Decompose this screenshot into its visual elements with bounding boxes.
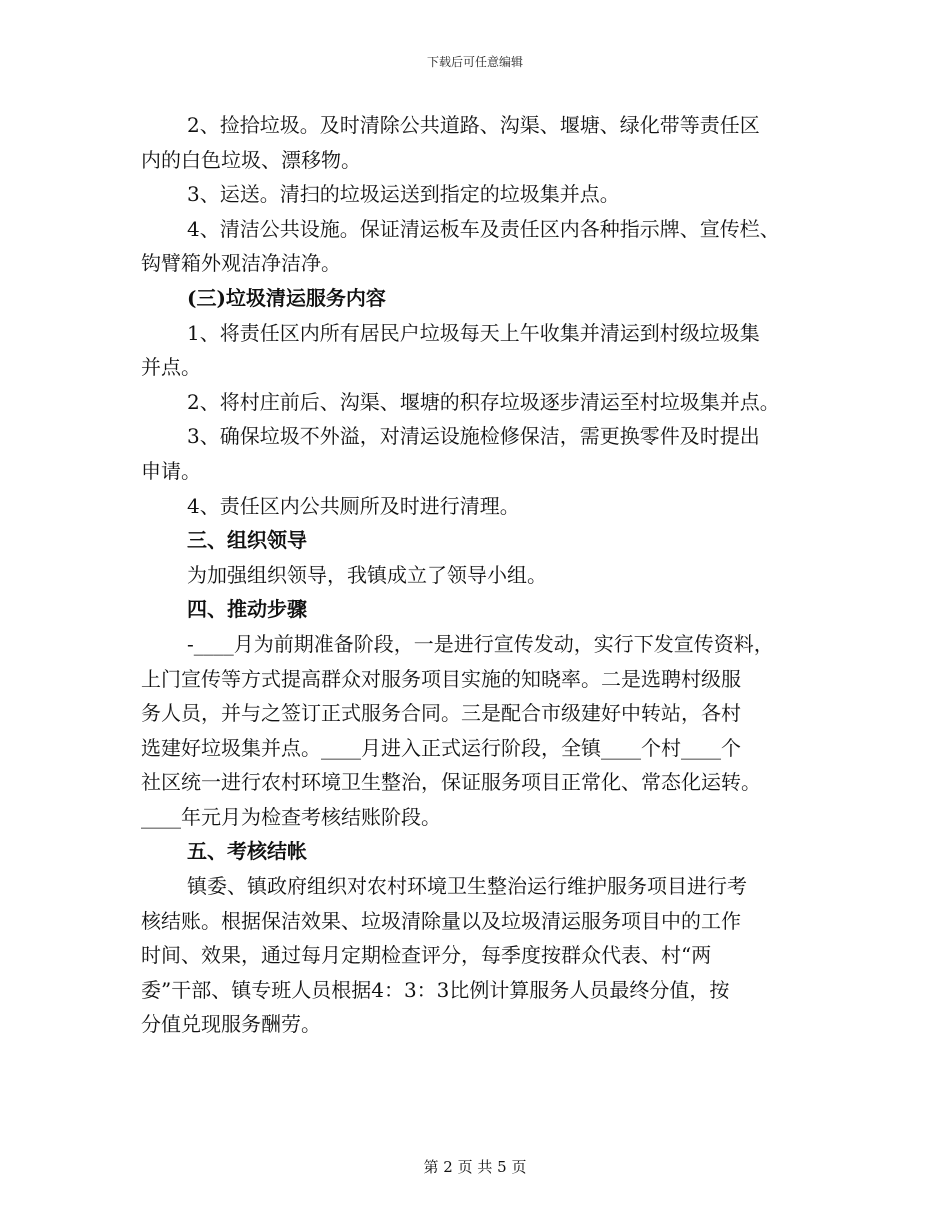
paragraph-line: 选建好垃圾集并点。____月进入正式运行阶段，全镇____个村____个 <box>141 735 741 760</box>
paragraph-line: 核结账。根据保洁效果、垃圾清除量以及垃圾清运服务项目中的工作 <box>141 908 741 933</box>
paragraph-line: 3、运送。清扫的垃圾运送到指定的垃圾集并点。 <box>187 182 620 207</box>
paragraph-line: 并点。 <box>141 355 201 380</box>
paragraph-line: 4、清洁公共设施。保证清运板车及责任区内各种指示牌、宣传栏、 <box>187 216 780 241</box>
paragraph-line: -____月为前期准备阶段，一是进行宣传发动，实行下发宣传资料， <box>187 631 774 656</box>
page-header: 下载后可任意编辑 <box>426 55 523 69</box>
paragraph-line: 委”干部、镇专班人员根据4：3：3比例计算服务人员最终分值，按 <box>141 977 730 1002</box>
section-heading: 五、考核结帐 <box>187 839 307 864</box>
paragraph-line: 钩臂箱外观洁净洁净。 <box>141 251 341 276</box>
paragraph-line: 务人员，并与之签订正式服务合同。三是配合市级建好中转站，各村 <box>141 701 741 726</box>
paragraph-line: ____年元月为检查考核结账阶段。 <box>141 804 441 829</box>
paragraph-line: 2、将村庄前后、沟渠、堰塘的积存垃圾逐步清运至村垃圾集并点。 <box>187 389 780 414</box>
paragraph-line: 4、责任区内公共厕所及时进行清理。 <box>187 493 520 518</box>
paragraph-line: 时间、效果，通过每月定期检查评分，每季度按群众代表、村“两 <box>141 943 712 968</box>
paragraph-line: 申请。 <box>141 458 201 483</box>
section-heading: (三)垃圾清运服务内容 <box>187 285 386 310</box>
section-heading: 三、组织领导 <box>187 528 307 553</box>
paragraph-line: 3、确保垃圾不外溢，对清运设施检修保洁，需更换零件及时提出 <box>187 424 760 449</box>
paragraph-line: 上门宣传等方式提高群众对服务项目实施的知晓率。二是选聘村级服 <box>141 666 741 691</box>
paragraph-line: 分值兑现服务酬劳。 <box>141 1012 321 1037</box>
paragraph-line: 1、将责任区内所有居民户垃圾每天上午收集并清运到村级垃圾集 <box>187 320 760 345</box>
paragraph-line: 内的白色垃圾、漂移物。 <box>141 147 361 172</box>
page-footer: 第 2 页 共 5 页 <box>423 1158 527 1176</box>
paragraph-line: 为加强组织领导，我镇成立了领导小组。 <box>187 562 547 587</box>
document-body <box>141 108 831 1042</box>
paragraph-line: 2、捡拾垃圾。及时清除公共道路、沟渠、堰塘、绿化带等责任区 <box>187 113 760 137</box>
section-heading: 四、推动步骤 <box>187 597 307 622</box>
paragraph-line: 社区统一进行农村环境卫生整治，保证服务项目正常化、常态化运转。 <box>141 770 761 795</box>
paragraph-line: 镇委、镇政府组织对农村环境卫生整治运行维护服务项目进行考 <box>187 874 747 899</box>
